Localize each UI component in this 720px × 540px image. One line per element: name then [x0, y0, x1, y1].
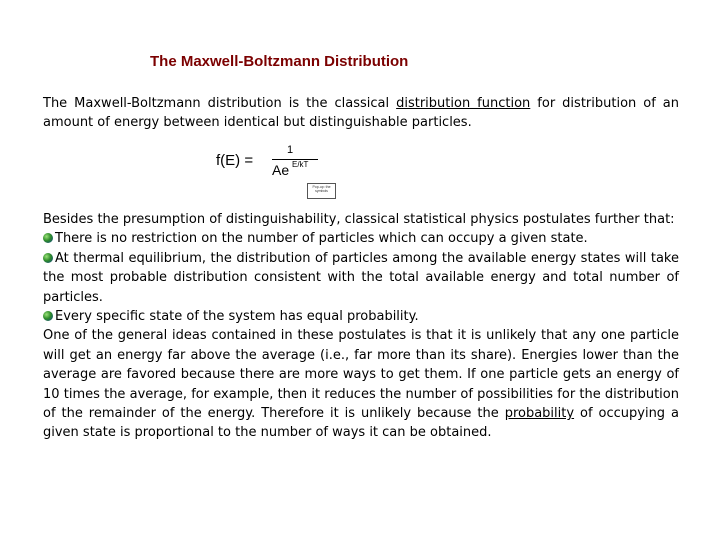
postulate-text: There is no restriction on the number of particles which can occupy a given state. [55, 231, 588, 247]
intro-text-after: for distribution of an amount of energy between identical but distinguishable particles. [43, 96, 680, 131]
formula-numerator: 1 [287, 144, 294, 156]
probability-link[interactable]: probability [504, 406, 575, 422]
postulate-item [43, 307, 679, 326]
symbols-popup-button[interactable]: Pop-up: the symbols [307, 183, 336, 199]
boltzmann-formula [216, 144, 346, 202]
formula-exponent: E/kT [292, 160, 309, 169]
distribution-function-link[interactable]: distribution function [396, 96, 531, 111]
postulate-text: Every specific state of the system has equal probability. [55, 309, 419, 325]
intro-paragraph [43, 94, 679, 133]
green-sphere-bullet-icon [43, 311, 53, 321]
closing-text-after: of occupying a given state is proportional to the number of ways it can be obtained. [43, 406, 679, 441]
postulates-paragraph [43, 210, 679, 443]
postulate-item [43, 229, 679, 248]
postulates-lead: Besides the presumption of distinguishability, classical statistical physics postulates further that: [43, 212, 675, 227]
closing-paragraph [43, 326, 679, 442]
intro-text-before: The Maxwell-Boltzmann distribution is the classical [43, 96, 397, 111]
postulate-text: At thermal equilibrium, the distribution of particles among the available energy states will take the most probable distribution consistent with the total available energy and total number of particles. [43, 250, 679, 305]
page-title: The Maxwell-Boltzmann Distribution [150, 53, 409, 70]
closing-text-before: One of the general ideas contained in these postulates is that it is unlikely that any one particle will get an energy far above the average (i.e., far more than its share). Energies lower than the average are favored because there are more ways to get them. If one particle gets an energy of 10 times the average, for example, then it reduces the number of possibilities for the distribution of the remainder of the energy. Therefore it is unlikely because the [43, 328, 679, 422]
formula-denominator: Ae [272, 162, 290, 178]
formula-lhs: f(E) = [216, 152, 254, 169]
green-sphere-bullet-icon [43, 233, 53, 243]
green-sphere-bullet-icon [43, 253, 53, 263]
postulate-item [43, 249, 679, 307]
